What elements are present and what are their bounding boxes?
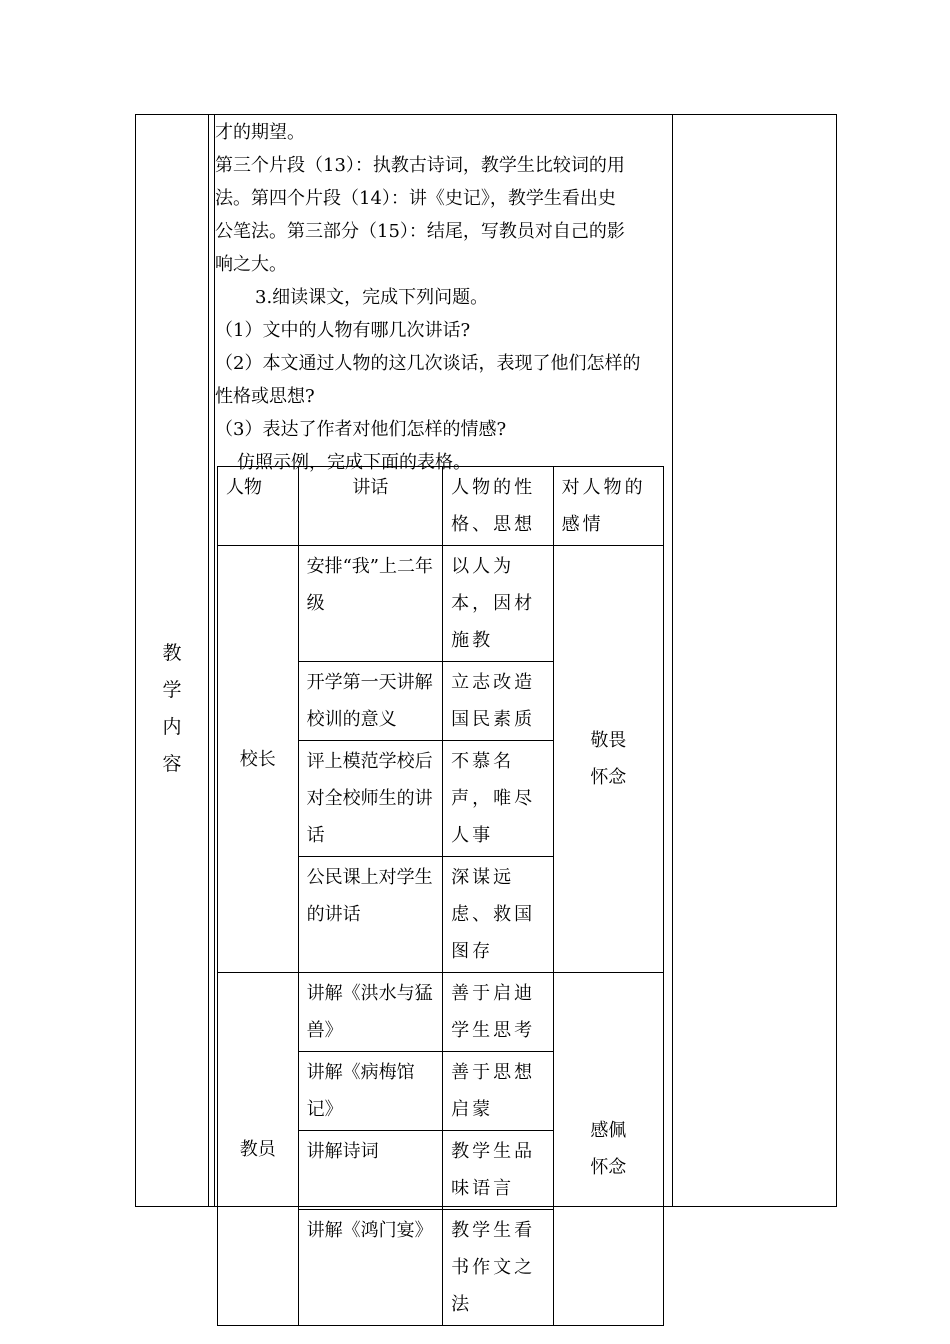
side-label-char: 容 xyxy=(162,753,182,775)
speech-cell: 公民课上对学生的讲话 xyxy=(298,857,443,973)
divider xyxy=(208,115,209,1206)
divider xyxy=(672,115,673,1206)
emotion-cell xyxy=(553,546,663,973)
content-line: （3）表达了作者对他们怎样的情感? xyxy=(215,419,507,440)
side-label-char: 学 xyxy=(162,679,182,701)
table-header-row xyxy=(218,467,664,546)
speech-cell: 讲解诗词 xyxy=(298,1131,443,1210)
speech-cell: 评上模范学校后对全校师生的讲话 xyxy=(298,741,443,857)
speech-cell: 安排“我”上二年级 xyxy=(298,546,443,662)
header-trait: 人物的性格、思想 xyxy=(443,467,554,546)
emotion-word: 怀念 xyxy=(590,767,627,788)
table-row xyxy=(218,973,664,1052)
content-line: 3.细读课文，完成下列问题。 xyxy=(255,287,489,308)
trait-cell: 不慕名声，唯尽人事 xyxy=(443,741,554,857)
content-line: 响之大。 xyxy=(215,254,287,275)
content-line: （2）本文通过人物的这几次谈话，表现了他们怎样的 xyxy=(215,353,641,374)
side-label xyxy=(136,635,208,783)
content-line: 第三个片段（13）：执教古诗词，教学生比较词的用 xyxy=(215,155,625,176)
speech-cell: 讲解《洪水与猛兽》 xyxy=(298,973,443,1052)
emotion-cell xyxy=(553,973,663,1326)
character-table xyxy=(217,466,664,1326)
side-label-char: 内 xyxy=(162,716,182,738)
header-person: 人物 xyxy=(218,467,299,546)
content-line: 性格或思想? xyxy=(215,386,315,407)
trait-cell: 深谋远虑、救国图存 xyxy=(443,857,554,973)
speech-cell: 讲解《病梅馆记》 xyxy=(298,1052,443,1131)
content-line: 仿照示例，完成下面的表格。 xyxy=(237,452,471,473)
table-row xyxy=(218,546,664,662)
content-line: 才的期望。 xyxy=(215,122,305,143)
trait-cell: 以人为本，因材施教 xyxy=(443,546,554,662)
emotion-word: 怀念 xyxy=(590,1157,627,1178)
header-speech: 讲话 xyxy=(298,467,443,546)
emotion-word: 感佩 xyxy=(590,1120,627,1141)
trait-cell: 教学生看书作文之法 xyxy=(443,1210,554,1326)
person-cell: 教员 xyxy=(218,973,299,1326)
lesson-content xyxy=(215,116,665,479)
speech-cell: 讲解《鸿门宴》 xyxy=(298,1210,443,1326)
person-cell: 校长 xyxy=(218,546,299,973)
trait-cell: 教学生品味语言 xyxy=(443,1131,554,1210)
side-label-char: 教 xyxy=(162,642,182,664)
header-emotion: 对人物的感情 xyxy=(553,467,663,546)
emotion-word: 敬畏 xyxy=(590,730,627,751)
trait-cell: 善于思想启蒙 xyxy=(443,1052,554,1131)
content-line: 法。第四个片段（14）：讲《史记》，教学生看出史 xyxy=(215,188,616,209)
content-line: （1）文中的人物有哪几次讲话? xyxy=(215,320,471,341)
speech-cell: 开学第一天讲解校训的意义 xyxy=(298,662,443,741)
trait-cell: 善于启迪学生思考 xyxy=(443,973,554,1052)
trait-cell: 立志改造国民素质 xyxy=(443,662,554,741)
content-line: 公笔法。第三部分（15）：结尾，写教员对自己的影 xyxy=(215,221,625,242)
